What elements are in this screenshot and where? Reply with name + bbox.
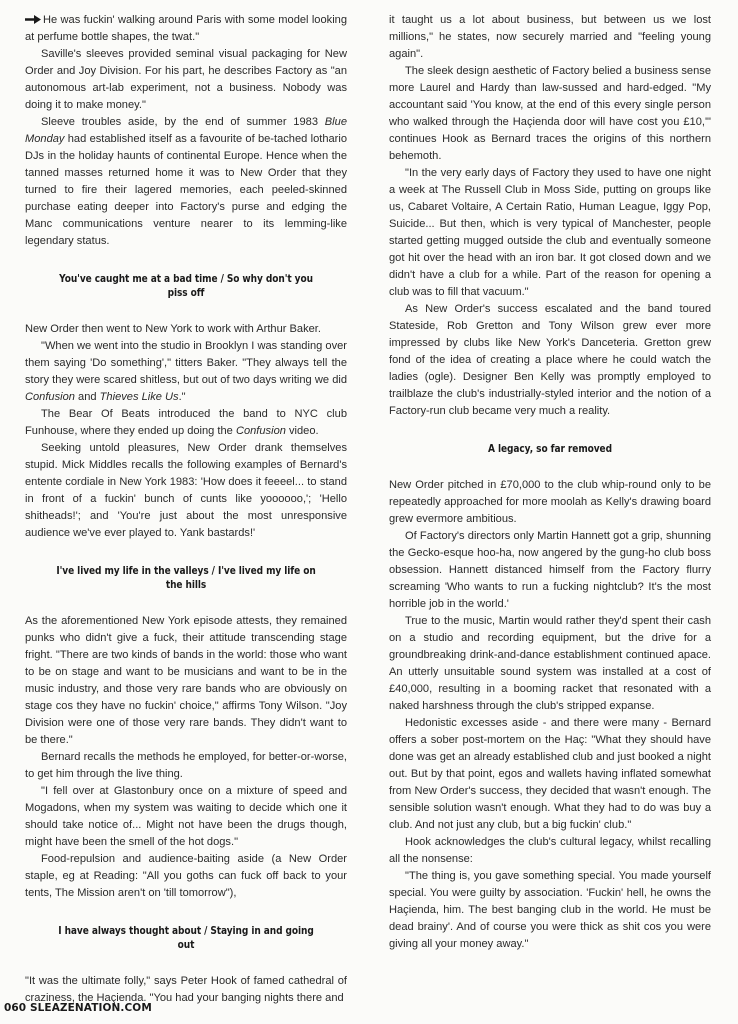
paragraph: "It was the ultimate folly," says Peter Hook of famed cathedral of craziness, the Haçienda. "You had your banging nights there and <box>25 975 347 1004</box>
paragraph: Seeking untold pleasures, New Order drank themselves stupid. Mick Middles recalls the following examples of Bernard's entente cordiale in New York 1983: 'How does it feeeel... to stand in front of a fuckin' bunch of cunts like yoooooo,'; 'Hello shitheads!'; and 'You're just about the most unresponsive audience we've ever played to. Yank bastards!' <box>25 442 347 539</box>
arrow-right-icon <box>25 15 41 24</box>
paragraph: The Bear Of Beats introduced the band to NYC club Funhouse, where they ended up doing the Confusion video. <box>25 408 347 437</box>
section-heading: A legacy, so far removed <box>488 442 612 455</box>
paragraph: New Order pitched in £70,000 to the club whip-round only to be repeatedly approached for more moolah as Kelly's drawing board grew evermore ambitious. <box>389 479 711 525</box>
section-heading: You've caught me at a bad time / So why don't you piss off <box>59 272 313 299</box>
page-folio: 060 SLEAZENATION.COM <box>4 1002 152 1014</box>
right-column <box>389 12 711 953</box>
paragraph: As New Order's success escalated and the band toured Stateside, Rob Gretton and Tony Wilson grew ever more impressed by clubs like New York's Danceteria. Gretton grew fond of the idea of creating a place where he could watch the ladies (ogle). Designer Ben Kelly was promptly employed to trailblaze the club's industrially-styled interior and the notion of a Factory-run club became very much a reality. <box>389 303 711 417</box>
paragraph: "The thing is, you gave something special. You made yourself special. You were guilty by association. 'Fuckin' hell, he owns the Haçienda, him. The best banging club in the world. He must be dead brainy'. And of course you were thick as shit cos you were giving all your money away." <box>389 870 711 950</box>
paragraph: Hedonistic excesses aside - and there were many - Bernard offers a sober post-mortem on the Haç: "What they should have done was get an already established club and just booked a night out. But by that point, egos and wallets having inflated somewhat from New Order's success, they decided that wasn't enough. The sensible solution wasn't enough. What they had to do was buy a club. And not just any club, but a big fuckin' club." <box>389 717 711 831</box>
left-column <box>25 12 347 1007</box>
paragraph: Of Factory's directors only Martin Hannett got a grip, shunning the Gecko-esque hoo-ha, now angered by the gung-ho club boss obsession. Hannett distanced himself from the Factory flurry screaming 'Who wants to run a fucking nightclub? It's the most horrible job in the world.' <box>389 530 711 610</box>
paragraph: Sleeve troubles aside, by the end of summer 1983 Blue Monday had established itself as a favourite of be-tached lothario DJs in the holiday haunts of continental Europe. Hence when the tanned masses returned home it was to New Order that they turned to fire their lagered memories, each peeled-skinned purchase eating deeper into Factory's purse and edging the Manc communications venture nearer to its lemming-like legendary status. <box>25 116 347 247</box>
paragraph: "I fell over at Glastonbury once on a mixture of speed and Mogadons, when my system was waiting to decide which one it should take notice of... Might not have been the drugs though, might have been the smell of the hot dogs." <box>25 785 347 848</box>
paragraph: Food-repulsion and audience-baiting aside (a New Order staple, eg at Reading: "All you goths can fuck off back to your tents, The Mission aren't on 'till tomorrow"), <box>25 853 347 899</box>
section-heading: I've lived my life in the valleys / I've lived my life on the hills <box>56 564 316 591</box>
paragraph: Bernard recalls the methods he employed, for better-or-worse, to get him through the live thing. <box>25 751 347 780</box>
section-heading: I have always thought about / Staying in and going out <box>58 924 314 951</box>
paragraph: Saville's sleeves provided seminal visual packaging for New Order and Joy Division. For his part, he describes Factory as "an autonomous art-lab experiment, not a business. Nobody was doing it to make money." <box>25 48 347 111</box>
paragraph: New Order then went to New York to work with Arthur Baker. <box>25 323 321 335</box>
paragraph: As the aforementioned New York episode attests, they remained punks who didn't give a fuck, their attitude transcending stage fright. "There are two kinds of bands in the world: those who want to be on stage and want to be musicians and want to be in the music industry, and those very rare bands who are obviously on stage cos they have no fuckin' choice," affirms Tony Wilson. "Joy Division were one of those very rare bands. They didn't want to be there." <box>25 615 347 746</box>
paragraph: Hook acknowledges the club's cultural legacy, whilst recalling all the nonsense: <box>389 836 711 865</box>
paragraph: True to the music, Martin would rather they'd spent their cash on a studio and recording equipment, but the drive for a groundbreaking drink-and-dance establishment continued apace. An utterly unsuitable sound system was installed at a cost of £40,000, resulting in a booming racket that resonated with a naked harshness through the club's stripped expanse. <box>389 615 711 712</box>
paragraph: "When we went into the studio in Brooklyn I was standing over them saying 'Do something'," titters Baker. "They always tell the story they were scared shitless, but out of two days writing we did Confusion and Thieves Like Us." <box>25 340 347 403</box>
paragraph: The sleek design aesthetic of Factory belied a business sense more Laurel and Hardy than law-sussed and hard-edged. "My accountant said 'You know, at the end of this every single person who walked through the Haçienda door will have cost you £10,'" continues Hook as Bernard traces the origins of this northern behemoth. <box>389 65 711 162</box>
paragraph: "In the very early days of Factory they used to have one night a week at The Russell Club in Moss Side, putting on groups like us, Cabaret Voltaire, A Certain Ratio, Human League, Iggy Pop, Suicide... But then, which is very typical of Manchester, people started getting mugged outside the club and eventually someone got hit over the head with an iron bar. It got closed down and we didn't have a club for a while. Part of the reason for opening a club was to fill that vacuum." <box>389 167 711 298</box>
paragraph: He was fuckin' walking around Paris with some model looking at perfume bottle shapes, the twat." <box>25 14 347 43</box>
paragraph: it taught us a lot about business, but between us we lost millions," he states, now securely married and "feeling young again". <box>389 14 711 60</box>
